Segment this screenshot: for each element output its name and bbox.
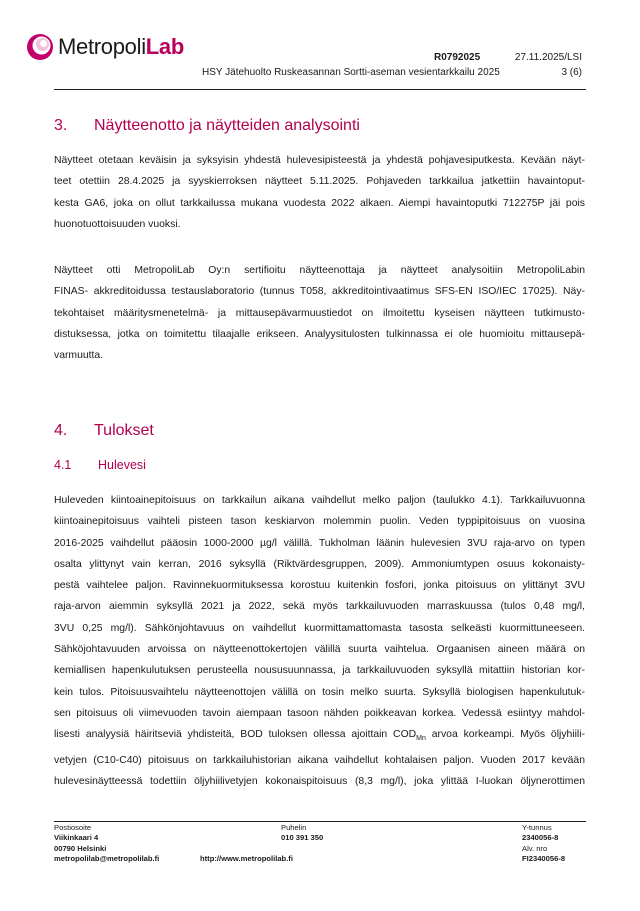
logo-wordmark: [58, 34, 184, 60]
footer-address: [54, 823, 159, 865]
section-4-1-heading: [54, 458, 146, 472]
footer-y-tunnus: 2340056-8: [522, 833, 559, 843]
footer-city: 00790 Helsinki: [54, 843, 107, 853]
text-line: hulevesinäytteessä todettiin öljyhiilivetyjen kokonaispitoisuus (8,3 mg/l), joka ylittää I-luokan öljynerottimen: [54, 775, 585, 787]
footer-email[interactable]: metropolilab@metropolilab.fi: [54, 854, 160, 864]
text-line: Näytteet otetaan keväisin ja syksyisin yhdestä hulevesipisteestä ja yhdestä pohjavesiputkesta. Kevään näyt-: [54, 155, 585, 166]
logo-prefix: Metropoli: [58, 34, 146, 59]
footer-phone: [281, 823, 323, 844]
text-line: Sähköjohtavuuden arvoissa on näytteenottokertojen välillä suurta vaihtelua. Orgaanisen aineen määrä on: [54, 644, 585, 656]
cod-subscript: Mn: [416, 735, 426, 743]
paragraph-laboratory: [54, 260, 585, 366]
text-line: varmuutta.: [54, 350, 104, 362]
logo-suffix: Lab: [145, 34, 185, 59]
text-line: osalta ylittynyt vain kerran, 2016 syksyllä (Riktvärdesgruppen, 2009). Ammoniumtypen osuus kokonaisty-: [54, 558, 585, 570]
footer-phone-number: 010 391 350: [281, 833, 324, 843]
text-line: teet otettiin 28.4.2025 ja syyskierroksen näytteet 5.11.2025. Pohjaveden tarkkailua jatkettiin havaintoput-: [54, 176, 585, 188]
section-3-title: Näytteenotto ja näytteiden analysointi: [94, 117, 360, 134]
footer-label: Puhelin: [281, 823, 307, 832]
text-segment: lisesti analyysiä häiritseviä yhdisteitä, BOD tuloksen ollessa ajoittain COD: [54, 729, 417, 741]
section-3-number: 3.: [54, 117, 68, 134]
report-id: R0792025: [434, 52, 481, 63]
paragraph-sampling: [54, 150, 585, 235]
footer-label: Postiosoite: [54, 823, 92, 832]
text-line: tekohtaiset määritysmenetelmä- ja mittausepävarmuustiedot on ilmoitettu kyseisen näytteen tutkimusto-: [54, 307, 585, 319]
text-line: distuksessa, jotka on toimitettu tilaajalle erikseen. Analyysitulosten tulkinnassa ei ole huomioitu mittausepä-: [54, 328, 585, 340]
section-4-1-number: 4.1: [54, 458, 72, 472]
text-line: Huleveden kiintoainepitoisuus on tarkkailun aikana vaihdellut melko paljon (taulukko 4.1). Tarkkailuvuonna: [54, 495, 585, 506]
footer-vat-number: FI2340056-8: [522, 854, 566, 864]
report-subtitle: HSY Jätehuolto Ruskeasannan Sortti-aseman vesientarkkailu 2025: [202, 67, 500, 78]
text-line: 3VU 0,25 mg/l). Sähkönjohtavuus on vaihdellut kuormittamattomasta tasosta selkeästi kuormittuneeseen.: [54, 622, 585, 634]
metropolilab-logo: [26, 32, 184, 62]
footer-label: Y-tunnus: [522, 823, 552, 832]
report-date: 27.11.2025/LSI: [514, 52, 582, 63]
text-line: kesta GA6, joka on ollut tarkkailussa mukana vuodesta 2022 alkaen. Aiempi havaintoputki 712275P jäi pois: [54, 197, 585, 209]
text-line: kiintoainepitoisuus vaihteli pisteen tason keskiarvon molemmin puolin. Veden typpipitoisuus on vuosina: [54, 516, 585, 528]
footer-website: [200, 854, 293, 864]
text-line: kein tulos. Pitoisuusvaihtelu näytteenottojen välillä on tosin melko suurta. Syksyllä biologisen hapenkulutuk-: [54, 686, 585, 698]
section-3-heading: [54, 117, 360, 135]
footer-vat-label: Alv. nro: [522, 843, 548, 853]
section-4-heading: [54, 422, 154, 440]
footer-street: Viikinkaari 4: [54, 833, 99, 843]
footer-website-url[interactable]: http://www.metropolilab.fi: [200, 854, 293, 863]
metropolilab-logo-icon: [26, 33, 54, 61]
footer-business-id: [522, 823, 565, 865]
text-line: [54, 724, 585, 749]
text-line: sen pitoisuus oli viimevuoden tavoin aiempaan tasoon nähden poikkeavan korkea. Vedessä esiintyy mahdol-: [54, 707, 585, 719]
text-line: raja-arvon aiemmin syksyllä 2021 ja 2022, sekä myös tarkkailuvuoden marraskuussa (tulos 0,48 mg/l,: [54, 601, 585, 613]
section-4-1-title: Hulevesi: [98, 458, 146, 472]
text-line: kemiallisen hapenkulutuksen perusteella noususuunnassa, ja tarkkailuvuoden syksyllä mitattiin historian kor-: [54, 665, 585, 677]
text-line: Näytteet otti MetropoliLab Oy:n sertifioitu näytteenottaja ja näytteet analysoitiin MetropoliLabin: [54, 265, 585, 276]
text-segment: arvoa korkeampi. Myös öljyhiili-: [425, 729, 585, 741]
text-line: vetyjen (C10-C40) pitoisuus on tarkkailuhistorian aikana vaihdellut kohtalaisen paljon. Vuoden 2017 kevään: [54, 754, 585, 766]
section-4-number: 4.: [54, 422, 68, 439]
footer-divider: [54, 821, 586, 822]
header-divider: [54, 89, 586, 90]
text-line: pestä vaihtelee paljon. Ravinnekuormituksessa korostuu kuitenkin fosfori, jonka pitoisuus on ylittänyt 3VU: [54, 580, 585, 592]
section-4-title: Tulokset: [94, 422, 154, 439]
text-line: FINAS- akkreditoidussa testauslaboratorio (tunnus T058, akkreditointivaatimus SFS-EN ISO/IEC 17025). Näy-: [54, 286, 585, 298]
text-line: 2016-2025 vaihdellut pääosin 1000-2000 µg/l välillä. Tukholman läänin hulevesien 3VU raja-arvo on typen: [54, 537, 585, 549]
text-line: huonotuottoisuuden vuoksi.: [54, 218, 181, 230]
paragraph-stormwater-results: [54, 490, 585, 792]
page-number: 3 (6): [561, 67, 582, 78]
